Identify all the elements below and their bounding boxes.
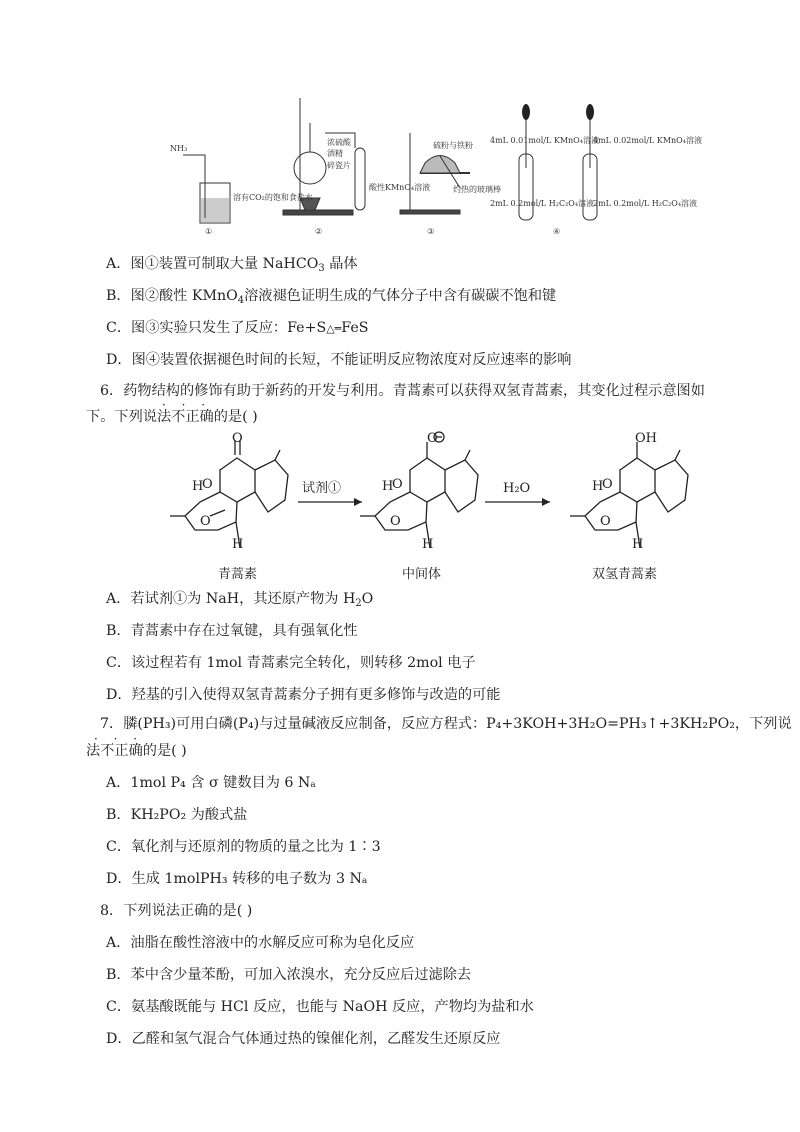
label-tile: 碎瓷片 xyxy=(327,161,351,170)
label-kmno4: 酸性KMnO₄溶液 xyxy=(369,183,431,192)
q6-option-a: A．若试剂①为 NaH，其还原产物为 $H_2O$ xyxy=(106,591,374,609)
svg-text:O: O xyxy=(200,514,211,529)
label-n4: ④ xyxy=(553,227,561,236)
q8-option-c: C．氨基酸既能与 HCl 反应，也能与 NaOH 反应，产物均为盐和水 xyxy=(106,999,534,1015)
svg-text:O: O xyxy=(600,514,611,529)
svg-text:O: O xyxy=(232,431,243,446)
name-intermediate: 中间体 xyxy=(402,567,442,582)
reagent-label: 试剂① xyxy=(302,481,342,496)
q8-option-d: D．乙醛和氢气混合气体通过热的镍催化剂，乙醛发生还原反应 xyxy=(106,1031,501,1047)
name-artemisinin: 青蒿素 xyxy=(218,567,258,582)
q6-option-c: C．该过程若有 1mol 青蒿素完全转化，则转移 2mol 电子 xyxy=(106,655,476,671)
q7-option-c: C．氧化剂与还原剂的物质的量之比为 1∶3 xyxy=(106,839,381,855)
q7-emphasis-dots: · · · xyxy=(94,732,144,746)
q6-stem-line-2: 下。下列说法不正确的是( ) xyxy=(86,409,258,425)
label-h2so4: 浓硫酸 xyxy=(327,138,351,147)
svg-text:O: O xyxy=(602,477,613,492)
svg-text:H: H xyxy=(632,537,644,552)
molecule-artemisinin xyxy=(170,440,288,548)
q8-option-a: A．油脂在酸性溶液中的水解反应可称为皂化反应 xyxy=(106,935,415,951)
q5-option-c: C．图③实验只发生了反应：Fe+S△═FeS xyxy=(106,320,369,336)
q7-stem-line-1: 7．膦(PH₃)可用白磷(P₄)与过量碱液反应制备，反应方程式：P₄+3KOH+3H₂O=PH₃↑+3KH₂PO₂，下列说 xyxy=(100,716,792,732)
molecule-intermediate xyxy=(360,432,478,548)
svg-text:OH: OH xyxy=(635,431,657,446)
label-brine: 溶有CO₂的饱和食盐水 xyxy=(233,193,313,202)
flask-2 xyxy=(294,152,326,184)
apparatus-figure xyxy=(165,88,702,238)
q5-option-b: B．图②酸性 KMnO$_4$溶液褪色证明生成的气体分子中含有碳碳不饱和键 xyxy=(106,288,557,306)
svg-text:H: H xyxy=(192,479,204,494)
q5-option-a: A．图①装置可制取大量 NaHCO$_3$ 晶体 xyxy=(106,256,358,274)
svg-text:H: H xyxy=(592,479,604,494)
name-dihydroartemisinin: 双氢青蒿素 xyxy=(592,567,658,582)
label-left-bottom: 2mL 0.2mol/L H₂C₂O₄溶液 xyxy=(490,199,595,208)
q6-option-b: B．青蒿素中存在过氧键，具有强氧化性 xyxy=(106,623,358,639)
svg-text:O: O xyxy=(427,431,438,446)
label-alcohol: 酒精 xyxy=(327,149,343,158)
svg-text:H: H xyxy=(422,537,434,552)
molecule-dihydroartemisinin xyxy=(570,442,688,548)
q8-stem: 8．下列说法正确的是( ) xyxy=(100,903,253,919)
q6-emphasis-dots: · · · xyxy=(162,398,212,412)
q7-option-a: A．1mol P₄ 含 σ 键数目为 6 Nₐ xyxy=(106,775,316,791)
test-tube-2 xyxy=(355,148,365,210)
label-n3: ③ xyxy=(427,227,435,236)
label-right-bottom: 2mL 0.2mol/L H₂C₂O₄溶液 xyxy=(593,199,698,208)
label-s-fe: 硫粉与铁粉 xyxy=(433,141,473,150)
label-right-top: 4mL 0.02mol/L KMnO₄溶液 xyxy=(593,136,702,145)
svg-text:O: O xyxy=(392,477,403,492)
svg-text:O: O xyxy=(390,514,401,529)
q7-option-d: D．生成 1molPH₃ 转移的电子数为 3 Nₐ xyxy=(106,871,368,887)
q5-option-d: D．图④装置依据褪色时间的长短，不能证明反应物浓度对反应速率的影响 xyxy=(106,352,572,368)
q7-option-b: B．KH₂PO₂ 为酸式盐 xyxy=(106,807,248,823)
artemisinin-scheme xyxy=(140,430,700,590)
svg-text:H: H xyxy=(382,479,394,494)
q7-stem-line-2: 法不正确的是( ) xyxy=(86,743,187,759)
label-nh3: NH₃ xyxy=(170,144,188,153)
svg-text:H: H xyxy=(232,537,244,552)
label-n2: ② xyxy=(315,227,323,236)
water-label: H₂O xyxy=(503,481,531,496)
q6-stem-line-1: 6．药物结构的修饰有助于新药的开发与利用。青蒿素可以获得双氢青蒿素，其变化过程示意图如 xyxy=(100,383,705,399)
q6-option-d: D．羟基的引入使得双氢青蒿素分子拥有更多修饰与改造的可能 xyxy=(106,687,501,703)
svg-text:O: O xyxy=(202,477,213,492)
q8-option-b: B．苯中含少量苯酚，可加入浓溴水，充分反应后过滤除去 xyxy=(106,967,472,983)
label-left-top: 4mL 0.01mol/L KMnO₄溶液 xyxy=(490,136,599,145)
label-glass-rod: 灼热的玻璃棒 xyxy=(453,185,501,194)
s-fe-mound xyxy=(420,156,460,174)
label-n1: ① xyxy=(205,227,213,236)
